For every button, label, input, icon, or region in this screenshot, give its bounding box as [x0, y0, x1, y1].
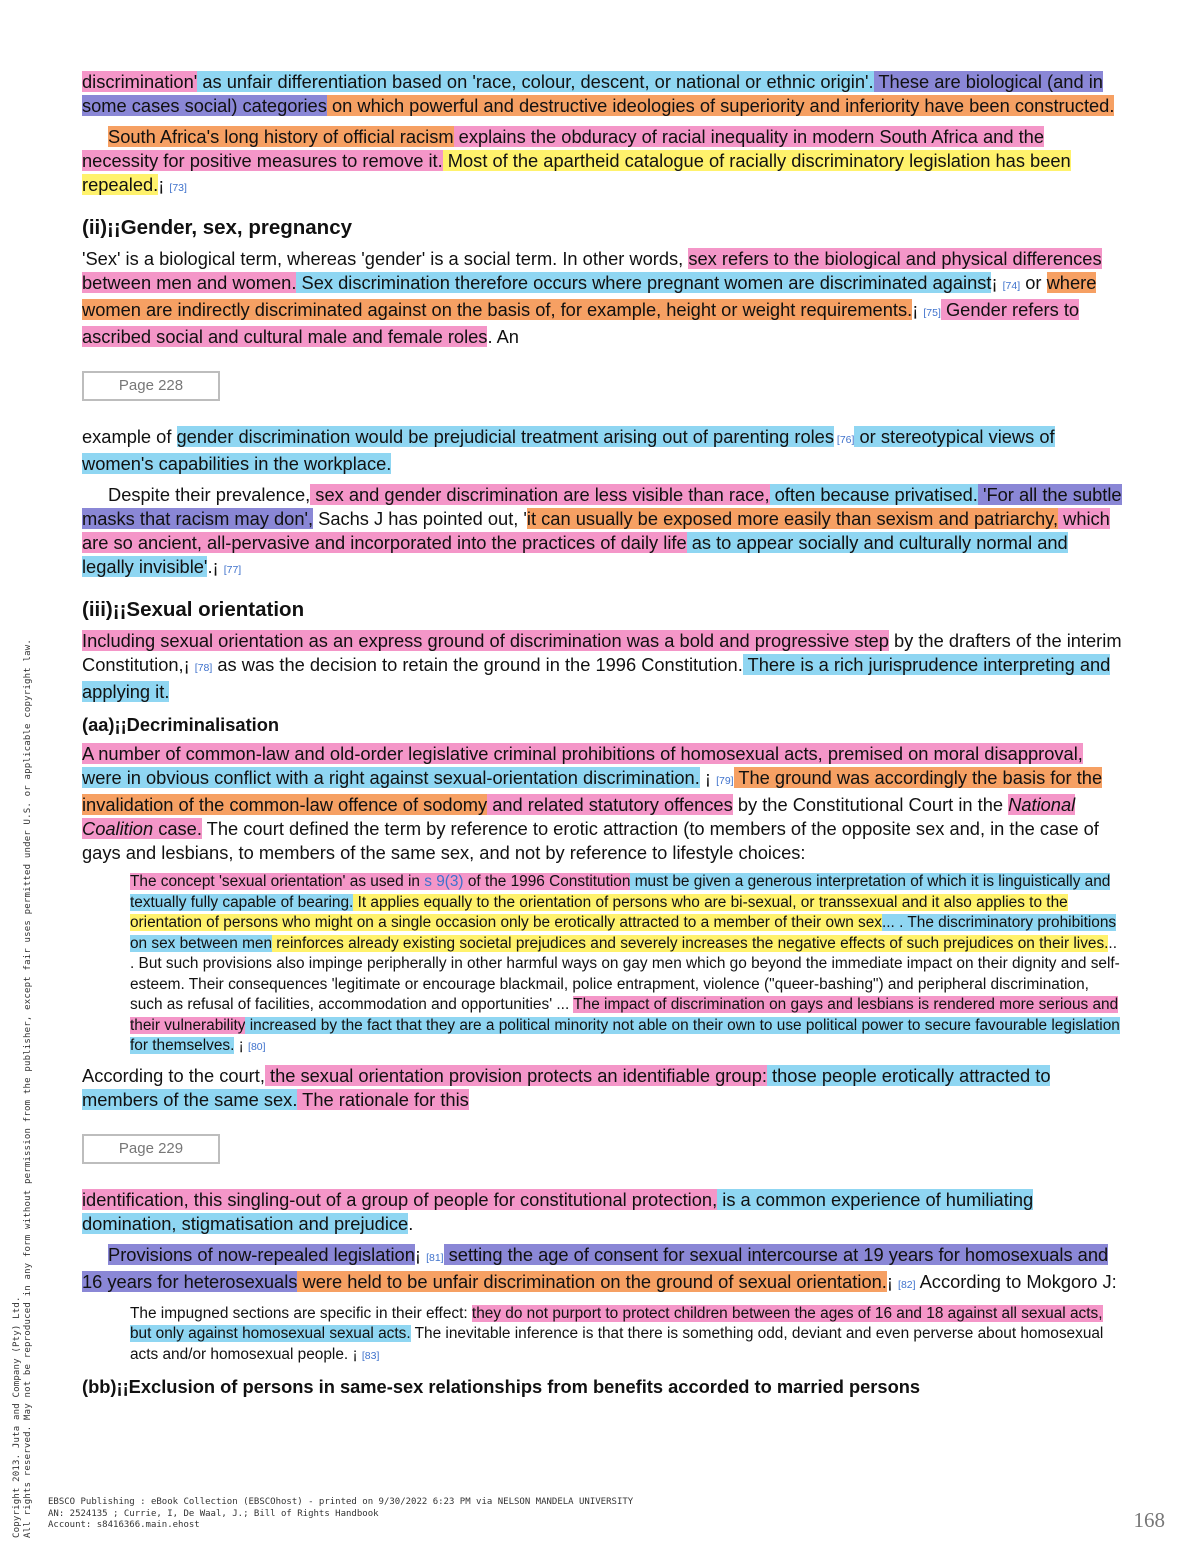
including-paragraph: Including sexual orientation as an express ground of discrimination was a bold and progressive step by the drafters of the interim Constitution,¡ [78] as was the decision to retain the ground in the 1996 Constitution. There is a rich jurisprudence interpreting and applying it.: [82, 630, 1122, 702]
identification-paragraph: identification, this singling-out of a group of people for constitutional protection, is a common experience of humiliating domination, stigmatisation and prejudice.: [82, 1188, 1034, 1234]
heading-sexual-orientation: (iii)¡¡Sexual orientation: [82, 598, 305, 621]
heading-exclusion: (bb)¡¡Exclusion of persons in same-sex relationships from benefits accorded to married persons: [82, 1376, 921, 1397]
page-number: 168: [1133, 1508, 1165, 1532]
footnote-link-83[interactable]: [83]: [361, 1349, 380, 1362]
footnote-link-75[interactable]: [75]: [923, 307, 941, 319]
page-marker-228: Page 228: [82, 371, 220, 401]
gender-paragraph: 'Sex' is a biological term, whereas 'gender' is a social term. In other words, sex refers to the biological and physical differences between men and women. Sex discrimination therefore occurs where pregnant women are discriminated against¡ [74] or where women are indirectly discriminated against on the basis of, for example, height or weight requirements.¡ [75] Gender refers to ascribed social and cultural male and female roles. An: [82, 248, 1102, 347]
footnote-link-81[interactable]: [81]: [426, 1251, 444, 1264]
according-paragraph: According to the court, the sexual orientation provision protects an identifiable group: those people erotically attracted to members of the same sex. The rationale for this: [82, 1064, 1051, 1110]
ebsco-footer: EBSCO Publishing : eBook Collection (EBSCOhost) - printed on 9/30/2022 6:23 PM via NELSON MANDELA UNIVERSITY AN: 2524135 ; Currie, I, De Waal, J.; Bill of Rights Handbook Account: s8416366.main.ehost: [48, 1497, 634, 1530]
intro-paragraph: discrimination' as unfair differentiation based on 'race, colour, descent, or national or ethnic origin'. These are biological (and in some cases social) categories on which powerful and destructive ideologies of superiority and inferiority have been constructed.: [82, 71, 1115, 116]
case-name: National Coalition: [82, 794, 1076, 839]
heading-decriminalisation: (aa)¡¡Decriminalisation: [82, 714, 280, 735]
footnote-link-78[interactable]: [78]: [194, 662, 213, 674]
heading-gender: (ii)¡¡Gender, sex, pregnancy: [82, 216, 352, 239]
footnote-link-80[interactable]: [80]: [248, 1041, 266, 1053]
footnote-link-74[interactable]: [74]: [1002, 280, 1021, 292]
block-quote-mokgoro: The impugned sections are specific in their effect: they do not purport to protect children between the ages of 16 and 18 against all sexual acts, but only against homosexual sexual acts. The inevitable inference is that there is something odd, deviant and even perverse about homosexual acts and/or homosexual people. ¡ [83]: [130, 1304, 1104, 1363]
footnote-link-76[interactable]: [76]: [834, 434, 855, 446]
provisions-paragraph: Provisions of now-repealed legislation¡ [81] setting the age of consent for sexual intercourse at 19 years for homosexuals and 16 years for heterosexuals were held to be unfair discrimination on the ground of sexual orientation.¡ [82] According to Mokgoro J:: [82, 1243, 1117, 1292]
common-law-paragraph: A number of common-law and old-order legislative criminal prohibitions of homosexual acts, premised on moral disapproval, were in obvious conflict with a right against sexual-orientation discrimination. ¡ [79] The ground was accordingly the basis for the invalidation of the common-law offence of sodomy and related statutory offences by the Constitutional Court in the National Coalition case. The court defined the term by reference to erotic attraction (to members of the opposite sex and, in the case of gays and lesbians, to members of the same sex, and not by reference to lifestyle choices:: [82, 743, 1103, 863]
page-content: [82, 70, 1122, 1404]
section-link-9-3[interactable]: s 9(3): [424, 873, 464, 890]
history-paragraph: South Africa's long history of official racism explains the obduracy of racial inequality in modern South Africa and the necessity for positive measures to remove it. Most of the apartheid catalogue of racially discriminatory legislation has been repealed.¡ [73]: [82, 126, 1071, 195]
copyright-notice: Copyright 2013. Juta and Company (Pty) Ltd. All rights reserved. May not be reproduced in any form without permission from the publisher, except fair uses permitted under U.S. or applicable copyright law.: [12, 639, 33, 1538]
footnote-link-79[interactable]: [79]: [716, 775, 734, 787]
despite-paragraph: Despite their prevalence, sex and gender discrimination are less visible than race, often because privatised. 'For all the subtle masks that racism may don', Sachs J has pointed out, 'it can usually be exposed more easily than sexism and patriarchy, which are so ancient, all-pervasive and incorporated into the practices of daily life as to appear socially and culturally normal and legally invisible'.¡ [77]: [82, 484, 1122, 577]
footnote-link-77[interactable]: [77]: [223, 564, 242, 576]
example-paragraph: example of gender discrimination would be prejudicial treatment arising out of parenting roles [76] or stereotypical views of women's capabilities in the workplace.: [82, 426, 1055, 474]
footnote-link-73[interactable]: [73]: [169, 182, 187, 194]
block-quote-court: The concept 'sexual orientation' as used in s 9(3) of the 1996 Constitution must be given a generous interpretation of which it is linguistically and textually fully capable of bearing. It applies equally to the orientation of persons who are bi-sexual, or transsexual and it also applies to the orientation of persons who might on a single occasion only be erotically attracted to a member of their own sex... . The discriminatory prohibitions on sex between men reinforces already existing societal prejudices and severely increases the negative effects of such prejudices on their lives... . But such provisions also impinge peripherally in other harmful ways on gay men which go beyond the immediate impact on their dignity and self-esteem. Their consequences 'legitimate or encourage blackmail, police entrapment, violence ("queer-bashing") and peripheral discrimination, such as refusal of facilities, accommodation and opportunities' ... The impact of discrimination on gays and lesbians is rendered more serious and their vulnerability increased by the fact that they are a political minority not able on their own to use political power to secure favourable legislation for themselves. ¡ [80]: [130, 873, 1120, 1054]
footnote-link-82[interactable]: [82]: [898, 1278, 916, 1291]
page-marker-229: Page 229: [82, 1134, 220, 1164]
